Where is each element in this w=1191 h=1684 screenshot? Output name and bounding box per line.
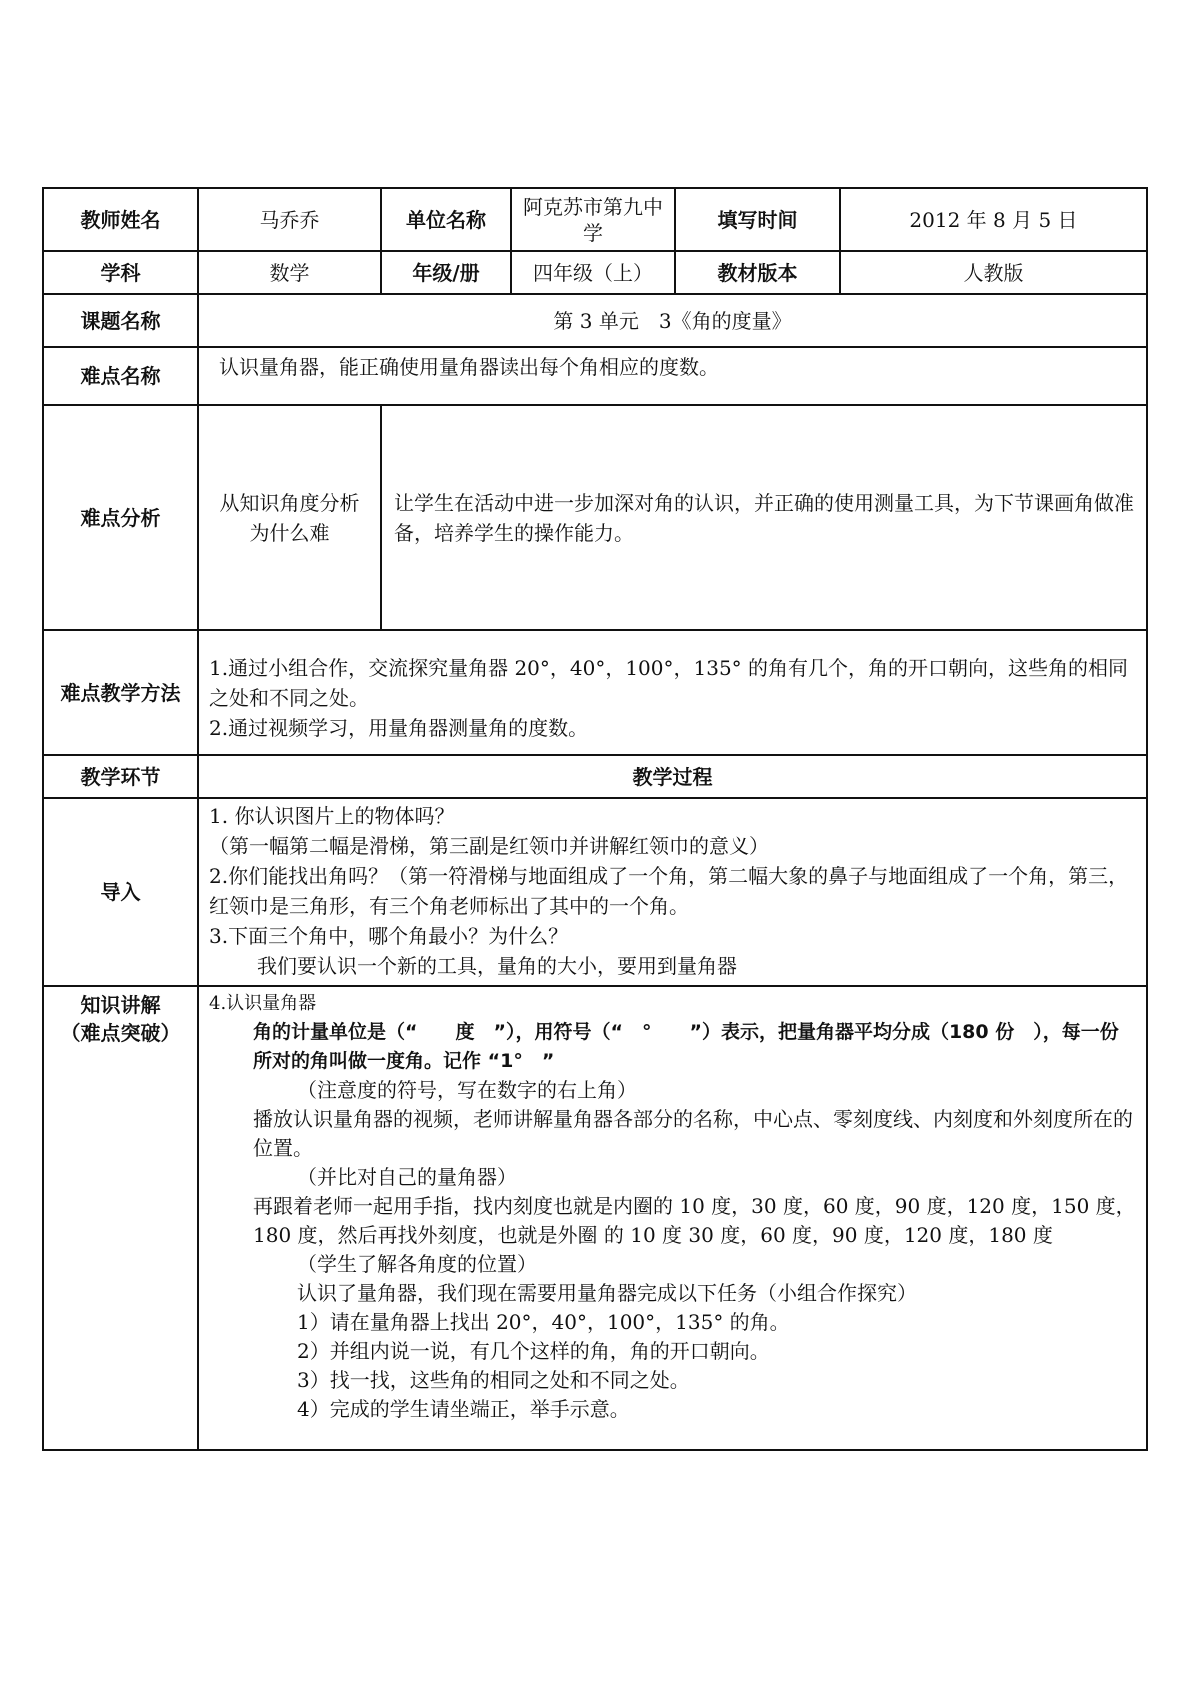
difficulty-analysis-row <box>43 405 1147 630</box>
knowledge-sub-label: （难点突破） <box>60 1021 181 1045</box>
intro-cell <box>198 798 1147 986</box>
subject-label: 学科 <box>43 251 198 294</box>
intro-line: 2.你们能找出角吗？（第一符滑梯与地面组成了一个角，第二幅大象的鼻子与地面组成了一个角，第三，红领巾是三角形，有三个角老师标出了其中的一个角。 <box>209 864 1129 918</box>
lesson-plan-table <box>42 187 1148 1451</box>
knowledge-line: 2）并组内说一说，有几个这样的角，角的开口朝向。 <box>297 1339 770 1363</box>
header-row-2 <box>43 251 1147 294</box>
knowledge-line: 再跟着老师一起用手指，找内刻度也就是内圈的 10 度，30 度，60 度，90 度，120 度，150 度，180 度，然后再找外刻度，也就是外圈 的 10 度 30 度，60 度，90 度，120 度，180 度 <box>253 1194 1136 1247</box>
knowledge-line: （并比对自己的量角器） <box>297 1165 517 1189</box>
method-line: 1.通过小组合作，交流探究量角器 20°，40°，100°，135° 的角有几个，角的开口朝向，这些角的相同之处和不同之处。 <box>209 656 1129 710</box>
edition-label: 教材版本 <box>675 251 840 294</box>
teacher-label: 教师姓名 <box>43 188 198 251</box>
intro-label: 导入 <box>43 798 198 986</box>
knowledge-line: 认识了量角器，我们现在需要用量角器完成以下任务（小组合作探究） <box>297 1281 917 1305</box>
topic-label: 课题名称 <box>43 294 198 347</box>
stage-label: 教学环节 <box>43 755 198 798</box>
unit-label: 单位名称 <box>381 188 511 251</box>
knowledge-label: 知识讲解 <box>80 993 161 1017</box>
knowledge-line: 3）找一找，这些角的相同之处和不同之处。 <box>297 1368 690 1392</box>
process-label: 教学过程 <box>198 755 1147 798</box>
header-row-1 <box>43 188 1147 251</box>
date-value: 2012 年 8 月 5 日 <box>840 188 1147 251</box>
difficulty-method-cell <box>198 630 1147 755</box>
unit-value: 阿克苏市第九中学 <box>511 188 675 251</box>
subject-value: 数学 <box>198 251 381 294</box>
teacher-value: 马乔乔 <box>198 188 381 251</box>
knowledge-line: 角的计量单位是（“ 度 ”），用符号（“ ° ”）表示，把量角器平均分成（180 份 ），每一份所对的角叫做一度角。记作 “1° ” <box>253 1021 1119 1072</box>
difficulty-analysis-sub-label: 从知识角度分析为什么难 <box>198 405 381 630</box>
difficulty-name-value: 认识量角器，能正确使用量角器读出每个角相应的度数。 <box>198 347 1147 405</box>
difficulty-analysis-label: 难点分析 <box>43 405 198 630</box>
knowledge-label-cell <box>43 986 198 1450</box>
intro-line: 我们要认识一个新的工具，量角的大小，要用到量角器 <box>257 954 737 978</box>
knowledge-cell <box>198 986 1147 1450</box>
difficulty-analysis-value: 让学生在活动中进一步加深对角的认识，并正确的使用测量工具，为下节课画角做准备，培养学生的操作能力。 <box>381 405 1147 630</box>
intro-row <box>43 798 1147 986</box>
difficulty-name-row <box>43 347 1147 405</box>
grade-label: 年级/册 <box>381 251 511 294</box>
intro-line: （第一幅第二幅是滑梯，第三副是红领巾并讲解红领巾的意义） <box>209 834 769 858</box>
knowledge-line: 播放认识量角器的视频，老师讲解量角器各部分的名称，中心点、零刻度线、内刻度和外刻度所在的位置。 <box>253 1107 1133 1160</box>
grade-value: 四年级（上） <box>511 251 675 294</box>
topic-value: 第 3 单元 3《角的度量》 <box>198 294 1147 347</box>
topic-row <box>43 294 1147 347</box>
knowledge-line: 1）请在量角器上找出 20°，40°，100°，135° 的角。 <box>297 1310 790 1334</box>
knowledge-row <box>43 986 1147 1450</box>
date-label: 填写时间 <box>675 188 840 251</box>
process-header-row <box>43 755 1147 798</box>
knowledge-line: （学生了解各角度的位置） <box>297 1252 537 1276</box>
knowledge-line: 4.认识量角器 <box>209 993 317 1014</box>
lesson-plan-sheet <box>42 187 1146 1451</box>
difficulty-method-label: 难点教学方法 <box>43 630 198 755</box>
edition-value: 人教版 <box>840 251 1147 294</box>
difficulty-method-row <box>43 630 1147 755</box>
intro-line: 3.下面三个角中，哪个角最小？为什么？ <box>209 924 569 948</box>
difficulty-name-label: 难点名称 <box>43 347 198 405</box>
knowledge-line: （注意度的符号，写在数字的右上角） <box>297 1078 637 1102</box>
intro-line: 1. 你认识图片上的物体吗？ <box>209 804 455 828</box>
knowledge-line: 4）完成的学生请坐端正，举手示意。 <box>297 1397 630 1421</box>
method-line: 2.通过视频学习，用量角器测量角的度数。 <box>209 716 589 740</box>
